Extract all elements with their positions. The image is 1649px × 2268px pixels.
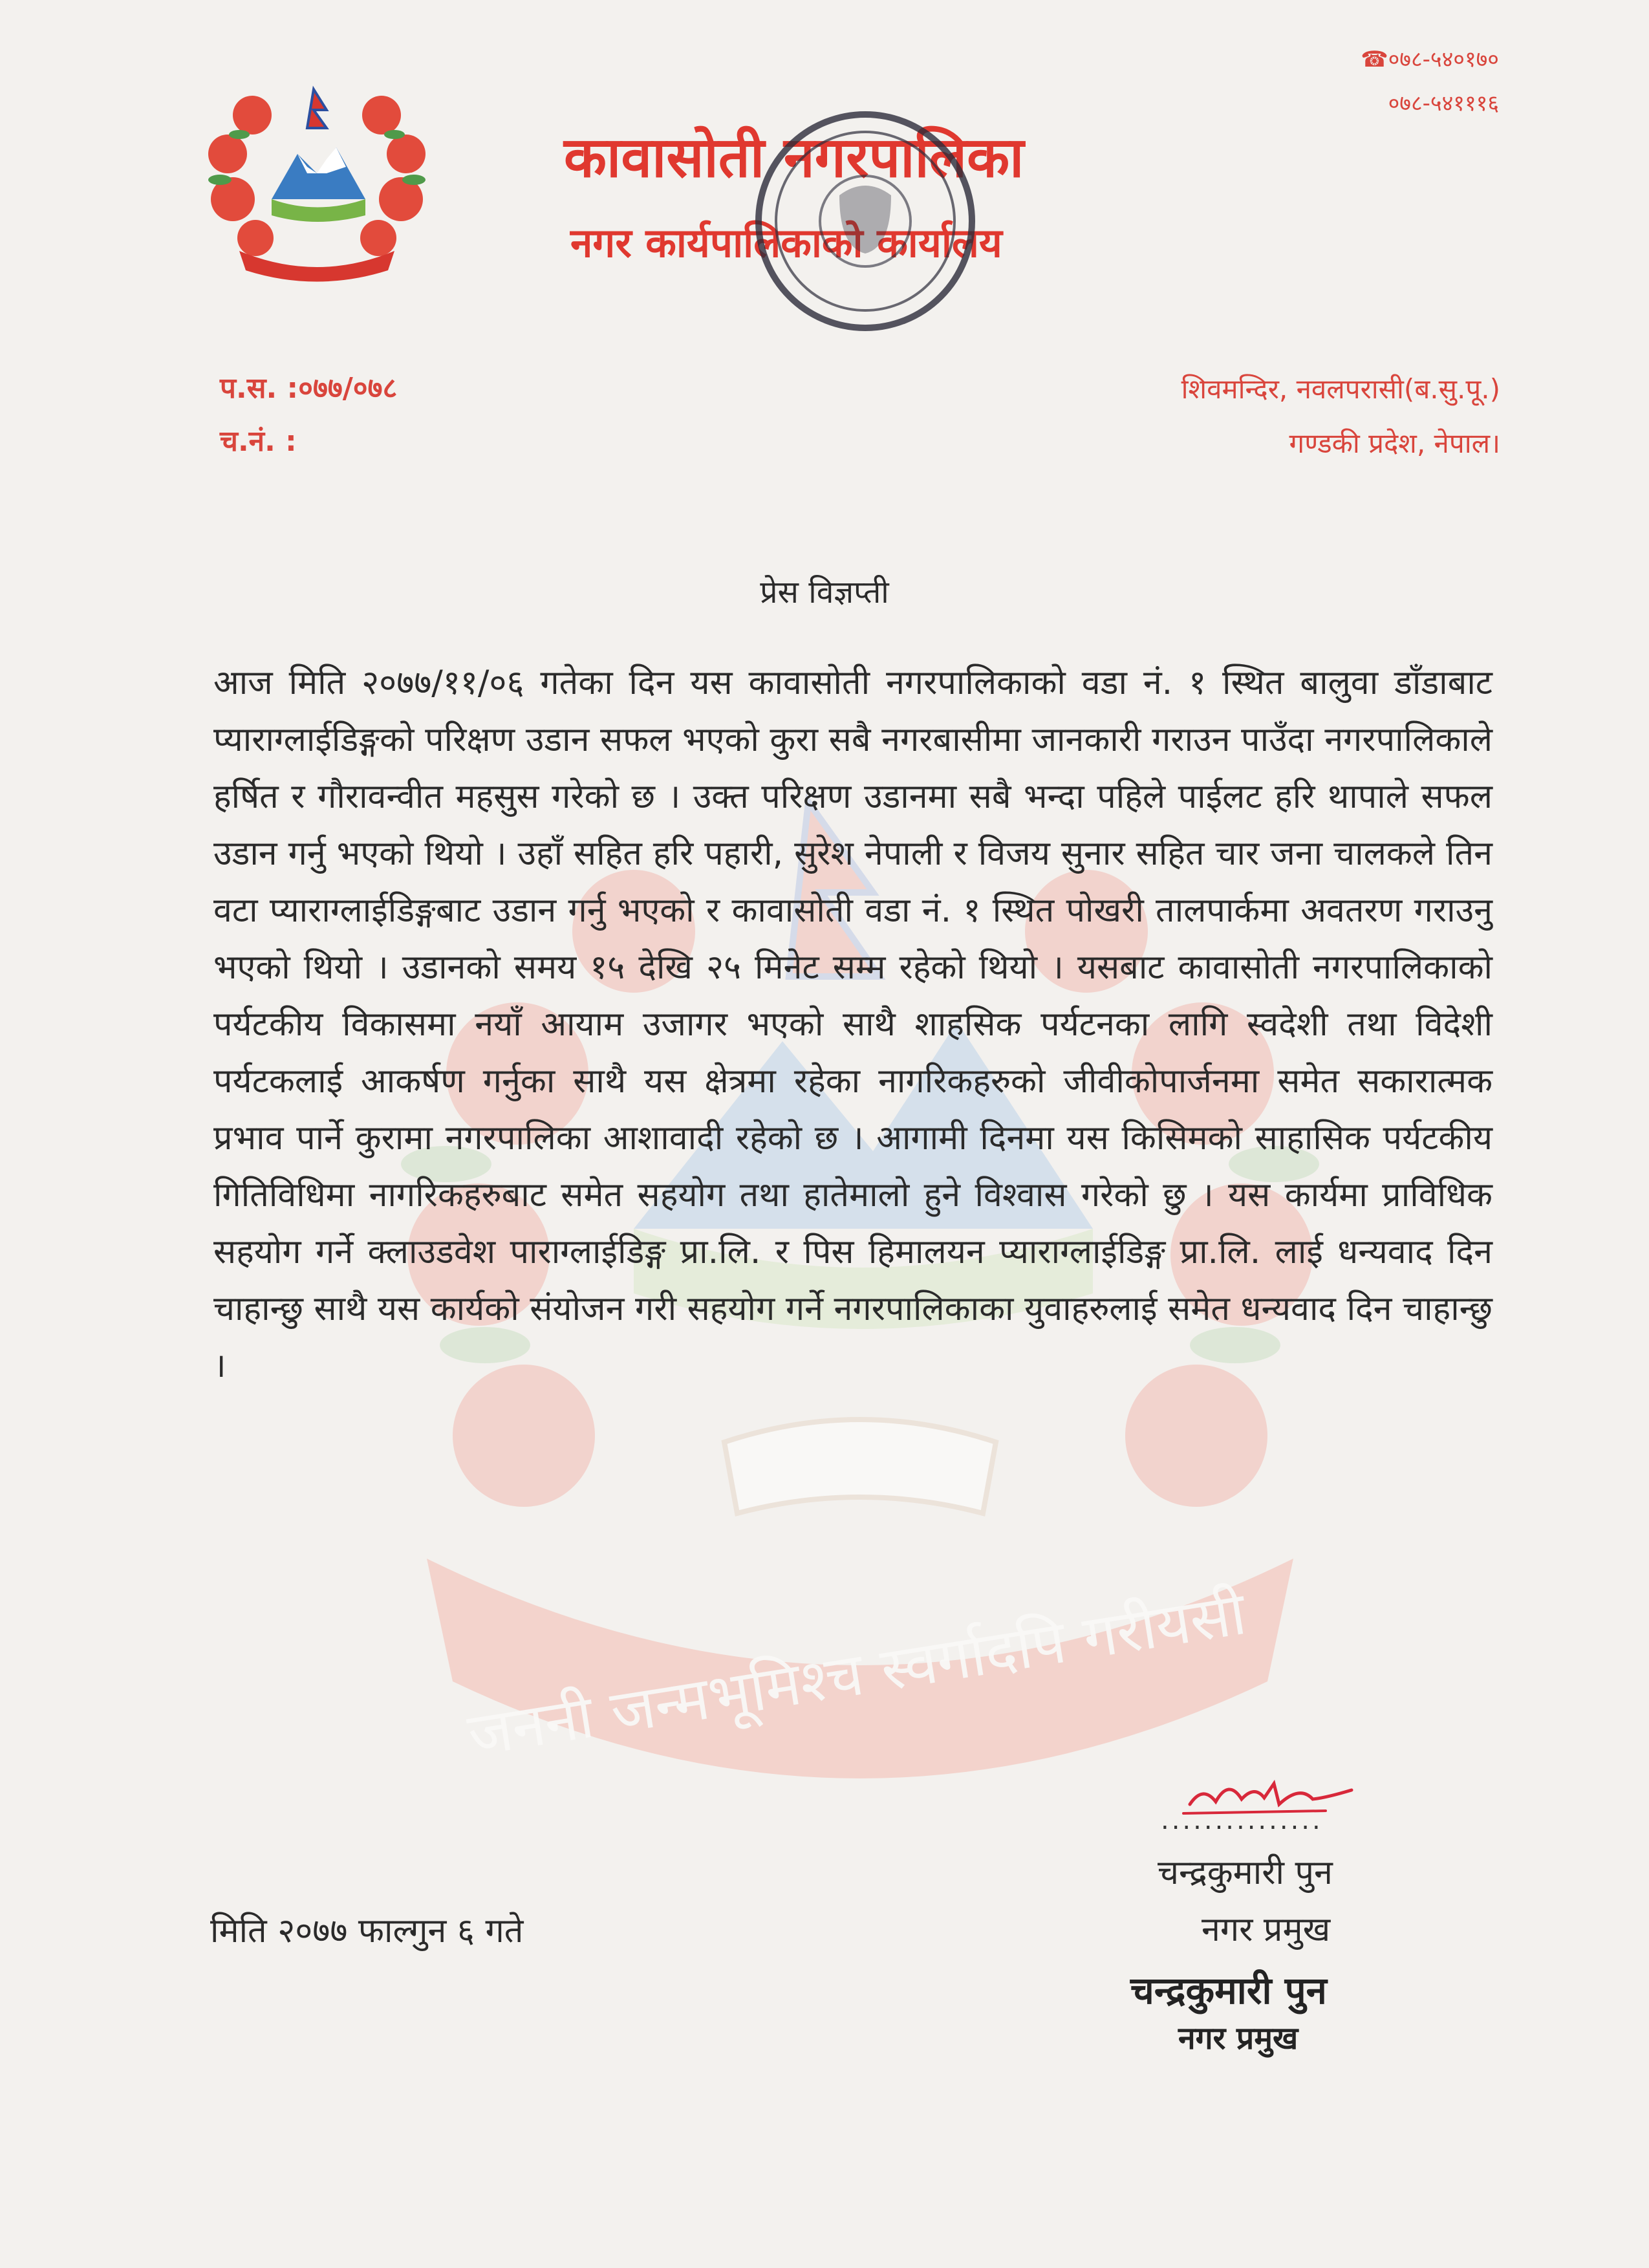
reference-number: प.स. :०७७/०७८	[220, 372, 398, 405]
signatory-name: चन्द्रकुमारी पुन	[1158, 1853, 1333, 1892]
name-stamp-role: नगर प्रमुख	[1178, 2020, 1299, 2057]
name-stamp-name: चन्द्रकुमारी पुन	[1130, 1969, 1327, 2013]
dispatch-number: च.नं. :	[220, 425, 297, 458]
press-release-heading: प्रेस विज्ञप्ती	[760, 574, 889, 610]
reference-block	[220, 362, 397, 468]
press-release-body: आज मिति २०७७/११/०६ गतेका दिन यस कावासोती नगरपालिकाको वडा नं. १ स्थित बालुवा डाँडाबाट प्याराग्लाईडिङ्गको परिक्षण उडान सफल भएको कुरा सबै नगरबासीमा जानकारी गराउन पाउँदा नगरपालिकाले हर्षित र गौरावन्वीत महसुस गरेको छ । उक्त परिक्षण उडानमा सबै भन्दा पहिले पाईलट हरि थापाले सफल उडान गर्नु भएको थियो । उहाँ सहित हरि पहारी, सुरेश नेपाली र विजय सुनार सहित चार जना चालकले तिन वटा प्याराग्लाईडिङ्गबाट उडान गर्नु भएको र कावासोती वडा नं. १ स्थित पोखरी तालपार्कमा अवतरण गराउनु भएको थियो । उडानको समय १५ देखि २५ मिनेट सम्म रहेको थियो । यसबाट कावासोती नगरपालिकाको पर्यटकीय विकासमा नयाँ आयाम उजागर भएको साथै शाहसिक पर्यटनका लागि स्वदेशी तथा विदेशी पर्यटकलाई आकर्षण गर्नुका साथै यस क्षेत्रमा रहेका नागरिकहरुको जीवीकोपार्जनमा समेत सकारात्मक प्रभाव पार्ने कुरामा नगरपालिका आशावादी रहेको छ । आगामी दिनमा यस किसिमको साहासिक पर्यटकीय गितिविधिमा नागरिकहरुबाट समेत सहयोग तथा हातेमालो हुने विश्वास गरेको छु । यस कार्यमा प्राविधिक सहयोग गर्ने क्लाउडवेश पाराग्लाईडिङ्ग प्रा.लि. र पिस हिमालयन प्याराग्लाईडिङ्ग प्रा.लि. लाई धन्यवाद दिन चाहान्छु साथै यस कार्यको संयोजन गरी सहयोग गर्ने नगरपालिकाका युवाहरुलाई समेत धन्यवाद दिन चाहान्छु ।	[213, 664, 1493, 1385]
office-address	[1181, 362, 1500, 471]
address-line-2: गण्डकी प्रदेश, नेपाल।	[1289, 427, 1500, 459]
signature-dotted-line: ...............	[1161, 1806, 1323, 1835]
office-round-stamp	[742, 98, 988, 344]
office-name-title: कावासोती नगरपालिका	[564, 125, 1024, 190]
office-subtitle: नगर कार्यपालिकाको कार्यालय	[570, 219, 1002, 266]
address-line-1: शिवमन्दिर, नवलपरासी(ब.सु.पू.)	[1181, 373, 1500, 405]
watermark-motto: जननी जन्मभूमिश्च स्वर्गादपि गरीयसी	[463, 1578, 1251, 1770]
nepal-emblem-icon	[194, 76, 440, 290]
phone-numbers	[1361, 38, 1499, 125]
letter-date: मिति २०७७ फाल्गुन ६ गते	[210, 1912, 524, 1950]
signatory-role: नगर प्रमुख	[1202, 1910, 1331, 1949]
phone-number-1: ☎०७८-५४०१७०	[1361, 47, 1499, 72]
phone-number-2: ०७८-५४१११६	[1388, 91, 1499, 116]
